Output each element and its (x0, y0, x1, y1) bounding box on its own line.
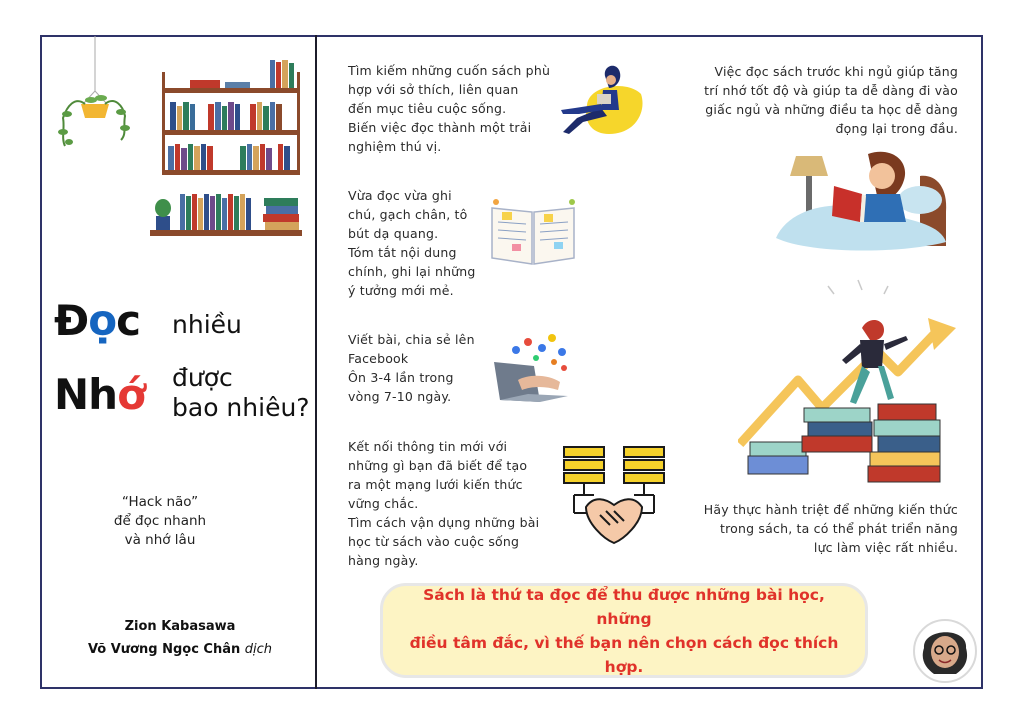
panel-divider (315, 35, 317, 689)
practice-tip-text: Hãy thực hành triệt để những kiến thức trong sách, ta có thể phát triển năng lực làm việc rất nhiều. (703, 502, 958, 555)
network-handshake-icon (560, 445, 670, 550)
reading-beanbag-icon (557, 60, 647, 140)
title-word-nho: Nhớ (54, 370, 145, 419)
subtitle: “Hack não” để đọc nhanh và nhớ lâu (113, 494, 207, 548)
growth-stairs-icon (738, 276, 960, 488)
tip-2-text: Vừa đọc vừa ghi chú, gạch chân, tô bút dạ quang. Tóm tắt nội dung chính, ghi lại những ý tưởng mới mẻ. (348, 188, 476, 298)
title-suffix-duoc: được bao nhiêu? (172, 363, 310, 422)
sleep-tip-text: Việc đọc sách trước khi ngủ giúp tăng trí nhớ tốt độ và giúp ta dễ dàng đi vào giấc ngủ và những điều ta học dễ dàng đọng lại trong đầu. (704, 64, 958, 136)
social-laptop-icon (488, 330, 573, 408)
quote-box (380, 583, 868, 678)
title-suffix-nhieu: nhiều (172, 310, 242, 339)
tip-3-text: Viết bài, chia sẻ lên Facebook Ôn 3-4 lần trong vòng 7-10 ngày. (348, 332, 475, 404)
tip-1-text: Tìm kiếm những cuốn sách phù hợp với sở thích, liên quan đến mục tiêu cuộc sống. Biến việc đọc thành một trải nghiệm thú vị. (348, 63, 551, 154)
bookshelf-icon (150, 58, 305, 243)
author-name: Zion Kabasawa (124, 619, 236, 634)
avatar (912, 618, 978, 684)
translator-line: Võ Vương Ngọc Chân dịch (87, 642, 273, 657)
quote-text: Sách là thứ ta đọc để thu được những bài học, những điều tâm đắc, vì thế bạn nên chọn cách đọc thích hợp. (409, 585, 839, 676)
title-word-doc: Đọc (54, 296, 140, 345)
tip-4-text: Kết nối thông tin mới với những gì bạn đã biết để tạo ra một mạng lưới kiến thức vững chắc. Tìm cách vận dụng những bài học từ sách vào cuộc sống hàng ngày. (348, 439, 540, 568)
hanging-plant-icon (55, 36, 130, 151)
bed-reading-icon (770, 146, 955, 256)
annotated-book-icon (488, 198, 578, 268)
